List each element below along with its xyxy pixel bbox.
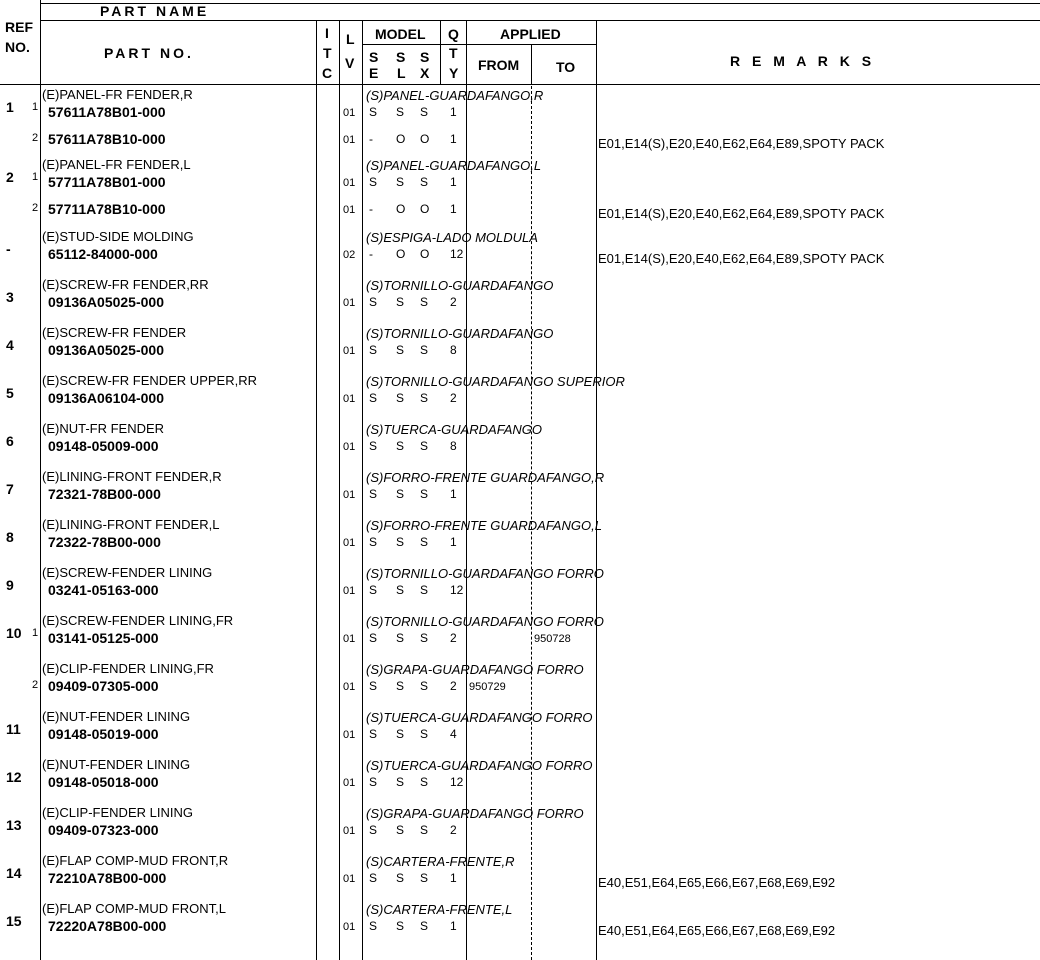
part-name: (E)PANEL-FR FENDER,L xyxy=(42,157,191,172)
quantity: 1 xyxy=(450,919,457,933)
model-sx-mark: S xyxy=(420,583,429,597)
quantity: 2 xyxy=(450,295,457,309)
part-name: (E)LINING-FRONT FENDER,R xyxy=(42,469,222,484)
model-sl-mark: S xyxy=(396,175,405,189)
part-number: 09136A06104-000 xyxy=(48,390,164,406)
model-se-mark: S xyxy=(369,535,378,549)
col-line-ref xyxy=(40,0,41,960)
model-se-mark: S xyxy=(369,871,378,885)
spanish-part-name: (S)TORNILLO-GUARDAFANGO xyxy=(366,278,554,293)
part-name-header: PART NAME xyxy=(100,3,210,19)
ref-no: 3 xyxy=(6,289,14,305)
model-se-mark: S xyxy=(369,919,378,933)
ref-no: 15 xyxy=(6,913,22,929)
part-number: 09409-07305-000 xyxy=(48,678,159,694)
quantity: 8 xyxy=(450,343,457,357)
ref-no: 11 xyxy=(6,721,21,737)
model-header: MODEL xyxy=(375,26,426,42)
model-se-mark: S xyxy=(369,775,378,789)
ref-no: 2 xyxy=(6,169,14,185)
spanish-part-name: (S)PANEL-GUARDAFANGO,R xyxy=(366,88,544,103)
model-sl-mark: O xyxy=(396,132,406,146)
model-se-bottom: E xyxy=(369,65,379,81)
ref-no: 10 xyxy=(6,625,22,641)
ref-no: 1 xyxy=(6,99,14,115)
level-value: 01 xyxy=(343,393,356,405)
model-sl-mark: S xyxy=(396,727,405,741)
col-line-itc xyxy=(316,20,317,960)
quantity: 12 xyxy=(450,775,464,789)
model-sx-mark: O xyxy=(420,247,430,261)
model-se-mark: S xyxy=(369,679,378,693)
level-value: 01 xyxy=(343,921,356,933)
col-line-from-to xyxy=(531,44,532,84)
spanish-part-name: (S)TORNILLO-GUARDAFANGO xyxy=(366,326,554,341)
quantity: 2 xyxy=(450,631,457,645)
quantity: 2 xyxy=(450,679,457,693)
part-name: (E)NUT-FENDER LINING xyxy=(42,709,191,724)
model-se-mark: S xyxy=(369,175,378,189)
model-sl-mark: O xyxy=(396,247,406,261)
col-line-lv xyxy=(339,20,340,960)
model-sl-mark: S xyxy=(396,535,405,549)
model-sl-mark: S xyxy=(396,871,405,885)
spanish-part-name: (S)TORNILLO-GUARDAFANGO SUPERIOR xyxy=(366,374,625,389)
level-value: 01 xyxy=(343,681,356,693)
model-sx-mark: S xyxy=(420,727,429,741)
ref-no-header-1: REF xyxy=(5,19,33,35)
model-se-top: S xyxy=(369,49,379,65)
model-sx-mark: S xyxy=(420,295,429,309)
part-number: 72321-78B00-000 xyxy=(48,486,161,502)
ref-no: 6 xyxy=(6,433,14,449)
model-sx-bottom: X xyxy=(420,65,430,81)
col-line-model-end xyxy=(440,20,441,84)
header-rule-model xyxy=(362,44,596,45)
sub-index: 2 xyxy=(32,202,39,214)
quantity: 1 xyxy=(450,105,457,119)
remarks-header: R E M A R K S xyxy=(730,53,876,69)
model-sx-mark: S xyxy=(420,823,429,837)
model-se-mark: S xyxy=(369,105,378,119)
remarks-text: E01,E14(S),E20,E40,E62,E64,E89,SPOTY PACK xyxy=(598,251,885,266)
lv-header-l: L xyxy=(346,31,355,47)
qty-header-y: Y xyxy=(449,65,459,81)
sub-index: 1 xyxy=(32,171,39,183)
model-se-mark: S xyxy=(369,487,378,501)
part-no-header: PART NO. xyxy=(104,45,194,61)
part-number: 72322-78B00-000 xyxy=(48,534,161,550)
spanish-part-name: (S)TUERCA-GUARDAFANGO FORRO xyxy=(366,758,593,773)
model-sl-mark: S xyxy=(396,487,405,501)
model-se-mark: - xyxy=(369,132,373,146)
sub-index: 1 xyxy=(32,101,39,113)
part-name: (E)LINING-FRONT FENDER,L xyxy=(42,517,220,532)
model-sx-mark: S xyxy=(420,775,429,789)
itc-header-t: T xyxy=(323,45,332,61)
model-sx-mark: O xyxy=(420,132,430,146)
model-se-mark: S xyxy=(369,583,378,597)
model-sl-mark: S xyxy=(396,439,405,453)
part-name: (E)SCREW-FENDER LINING xyxy=(42,565,213,580)
model-sx-mark: S xyxy=(420,105,429,119)
remarks-text: E40,E51,E64,E65,E66,E67,E68,E69,E92 xyxy=(598,923,836,938)
model-se-mark: - xyxy=(369,247,373,261)
part-name: (E)CLIP-FENDER LINING xyxy=(42,805,193,820)
level-value: 02 xyxy=(343,249,356,261)
level-value: 01 xyxy=(343,441,356,453)
lv-header-v: V xyxy=(345,55,355,71)
spanish-part-name: (S)FORRO-FRENTE GUARDAFANGO,R xyxy=(366,470,605,485)
level-value: 01 xyxy=(343,177,356,189)
col-line-model xyxy=(362,20,363,960)
part-name: (E)FLAP COMP-MUD FRONT,R xyxy=(42,853,229,868)
model-sl-mark: S xyxy=(396,391,405,405)
ref-no: 14 xyxy=(6,865,22,881)
qty-header-t: T xyxy=(449,45,458,61)
level-value: 01 xyxy=(343,489,356,501)
model-sx-mark: S xyxy=(420,343,429,357)
model-se-mark: S xyxy=(369,727,378,741)
model-sl-mark: S xyxy=(396,631,405,645)
part-number: 09136A05025-000 xyxy=(48,342,164,358)
quantity: 1 xyxy=(450,871,457,885)
part-name: (E)SCREW-FR FENDER UPPER,RR xyxy=(42,373,257,388)
quantity: 2 xyxy=(450,391,457,405)
quantity: 8 xyxy=(450,439,457,453)
quantity: 1 xyxy=(450,202,457,216)
sub-index: 2 xyxy=(32,679,39,691)
sub-index: 1 xyxy=(32,627,39,639)
part-number: 57611A78B10-000 xyxy=(48,131,166,147)
level-value: 01 xyxy=(343,297,356,309)
model-sl-mark: S xyxy=(396,295,405,309)
part-number: 09148-05009-000 xyxy=(48,438,159,454)
remarks-text: E40,E51,E64,E65,E66,E67,E68,E69,E92 xyxy=(598,875,836,890)
spanish-part-name: (S)CARTERA-FRENTE,L xyxy=(366,902,513,917)
header-bottom-rule-left xyxy=(0,84,40,85)
level-value: 01 xyxy=(343,729,356,741)
model-se-mark: S xyxy=(369,295,378,309)
model-sx-mark: S xyxy=(420,391,429,405)
model-se-mark: S xyxy=(369,823,378,837)
ref-no: 9 xyxy=(6,577,14,593)
spanish-part-name: (S)TUERCA-GUARDAFANGO xyxy=(366,422,542,437)
quantity: 1 xyxy=(450,535,457,549)
part-number: 57611A78B01-000 xyxy=(48,104,166,120)
spanish-part-name: (S)PANEL-GUARDAFANGO,L xyxy=(366,158,542,173)
model-sl-mark: S xyxy=(396,823,405,837)
part-number: 65112-84000-000 xyxy=(48,246,158,262)
model-se-mark: - xyxy=(369,202,373,216)
model-sx-mark: S xyxy=(420,535,429,549)
spanish-part-name: (S)FORRO-FRENTE GUARDAFANGO,L xyxy=(366,518,602,533)
model-se-mark: S xyxy=(369,343,378,357)
level-value: 01 xyxy=(343,134,356,146)
ref-no: 12 xyxy=(6,769,22,785)
model-sx-mark: S xyxy=(420,631,429,645)
part-number: 72210A78B00-000 xyxy=(48,870,167,886)
itc-header-i: I xyxy=(325,25,329,41)
model-sl-mark: S xyxy=(396,105,405,119)
part-number: 57711A78B01-000 xyxy=(48,174,166,190)
part-number: 72220A78B00-000 xyxy=(48,918,167,934)
part-name: (E)CLIP-FENDER LINING,FR xyxy=(42,661,214,676)
quantity: 2 xyxy=(450,823,457,837)
part-number: 57711A78B10-000 xyxy=(48,201,166,217)
level-value: 01 xyxy=(343,777,356,789)
spanish-part-name: (S)TUERCA-GUARDAFANGO FORRO xyxy=(366,710,593,725)
qty-header-q: Q xyxy=(448,26,459,42)
part-number: 03141-05125-000 xyxy=(48,630,159,646)
model-sx-mark: O xyxy=(420,202,430,216)
applied-header: APPLIED xyxy=(500,26,561,42)
to-header: TO xyxy=(556,59,576,75)
spanish-part-name: (S)GRAPA-GUARDAFANGO FORRO xyxy=(366,662,584,677)
model-sx-mark: S xyxy=(420,175,429,189)
part-name: (E)PANEL-FR FENDER,R xyxy=(42,87,193,102)
model-sx-mark: S xyxy=(420,871,429,885)
model-sx-mark: S xyxy=(420,439,429,453)
spanish-part-name: (S)TORNILLO-GUARDAFANGO FORRO xyxy=(366,566,604,581)
applied-from: 950729 xyxy=(469,681,506,693)
ref-no: 5 xyxy=(6,385,14,401)
part-name: (E)STUD-SIDE MOLDING xyxy=(42,229,194,244)
model-sx-mark: S xyxy=(420,919,429,933)
part-name: (E)SCREW-FR FENDER xyxy=(42,325,187,340)
quantity: 1 xyxy=(450,175,457,189)
model-sx-mark: S xyxy=(420,679,429,693)
model-se-mark: S xyxy=(369,439,378,453)
remarks-text: E01,E14(S),E20,E40,E62,E64,E89,SPOTY PACK xyxy=(598,136,885,151)
part-name: (E)SCREW-FENDER LINING,FR xyxy=(42,613,234,628)
part-number: 03241-05163-000 xyxy=(48,582,159,598)
level-value: 01 xyxy=(343,204,356,216)
model-sl-mark: S xyxy=(396,775,405,789)
model-sl-top: S xyxy=(396,49,406,65)
ref-no: 4 xyxy=(6,337,14,353)
model-sl-mark: S xyxy=(396,343,405,357)
ref-no-header-2: NO. xyxy=(5,39,30,55)
part-name: (E)NUT-FR FENDER xyxy=(42,421,165,436)
spanish-part-name: (S)ESPIGA-LADO MOLDULA xyxy=(366,230,538,245)
part-number: 09409-07323-000 xyxy=(48,822,159,838)
spanish-part-name: (S)TORNILLO-GUARDAFANGO FORRO xyxy=(366,614,604,629)
model-sl-mark: S xyxy=(396,679,405,693)
model-sl-mark: S xyxy=(396,583,405,597)
model-sx-mark: S xyxy=(420,487,429,501)
level-value: 01 xyxy=(343,873,356,885)
part-name: (E)FLAP COMP-MUD FRONT,L xyxy=(42,901,226,916)
model-sl-bottom: L xyxy=(397,65,406,81)
quantity: 1 xyxy=(450,132,457,146)
quantity: 12 xyxy=(450,583,464,597)
applied-to: 950728 xyxy=(534,633,571,645)
spanish-part-name: (S)GRAPA-GUARDAFANGO FORRO xyxy=(366,806,584,821)
ref-no: 8 xyxy=(6,529,14,545)
quantity: 4 xyxy=(450,727,457,741)
level-value: 01 xyxy=(343,585,356,597)
model-sl-mark: S xyxy=(396,919,405,933)
part-number: 09148-05019-000 xyxy=(48,726,159,742)
quantity: 12 xyxy=(450,247,464,261)
part-name: (E)SCREW-FR FENDER,RR xyxy=(42,277,209,292)
header-bottom-rule xyxy=(40,84,1040,85)
itc-header-c: C xyxy=(322,65,333,81)
col-line-applied-end xyxy=(596,20,597,960)
header-rule-mid xyxy=(40,20,1040,21)
model-se-mark: S xyxy=(369,631,378,645)
ref-no: - xyxy=(6,241,11,257)
sub-index: 2 xyxy=(32,132,39,144)
ref-no: 7 xyxy=(6,481,14,497)
level-value: 01 xyxy=(343,825,356,837)
ref-no: 13 xyxy=(6,817,22,833)
spanish-part-name: (S)CARTERA-FRENTE,R xyxy=(366,854,515,869)
level-value: 01 xyxy=(343,537,356,549)
remarks-text: E01,E14(S),E20,E40,E62,E64,E89,SPOTY PACK xyxy=(598,206,885,221)
model-sl-mark: O xyxy=(396,202,406,216)
from-header: FROM xyxy=(478,57,520,73)
level-value: 01 xyxy=(343,345,356,357)
model-se-mark: S xyxy=(369,391,378,405)
part-number: 09148-05018-000 xyxy=(48,774,159,790)
quantity: 1 xyxy=(450,487,457,501)
level-value: 01 xyxy=(343,107,356,119)
model-sx-top: S xyxy=(420,49,430,65)
level-value: 01 xyxy=(343,633,356,645)
part-number: 09136A05025-000 xyxy=(48,294,164,310)
part-name: (E)NUT-FENDER LINING xyxy=(42,757,191,772)
